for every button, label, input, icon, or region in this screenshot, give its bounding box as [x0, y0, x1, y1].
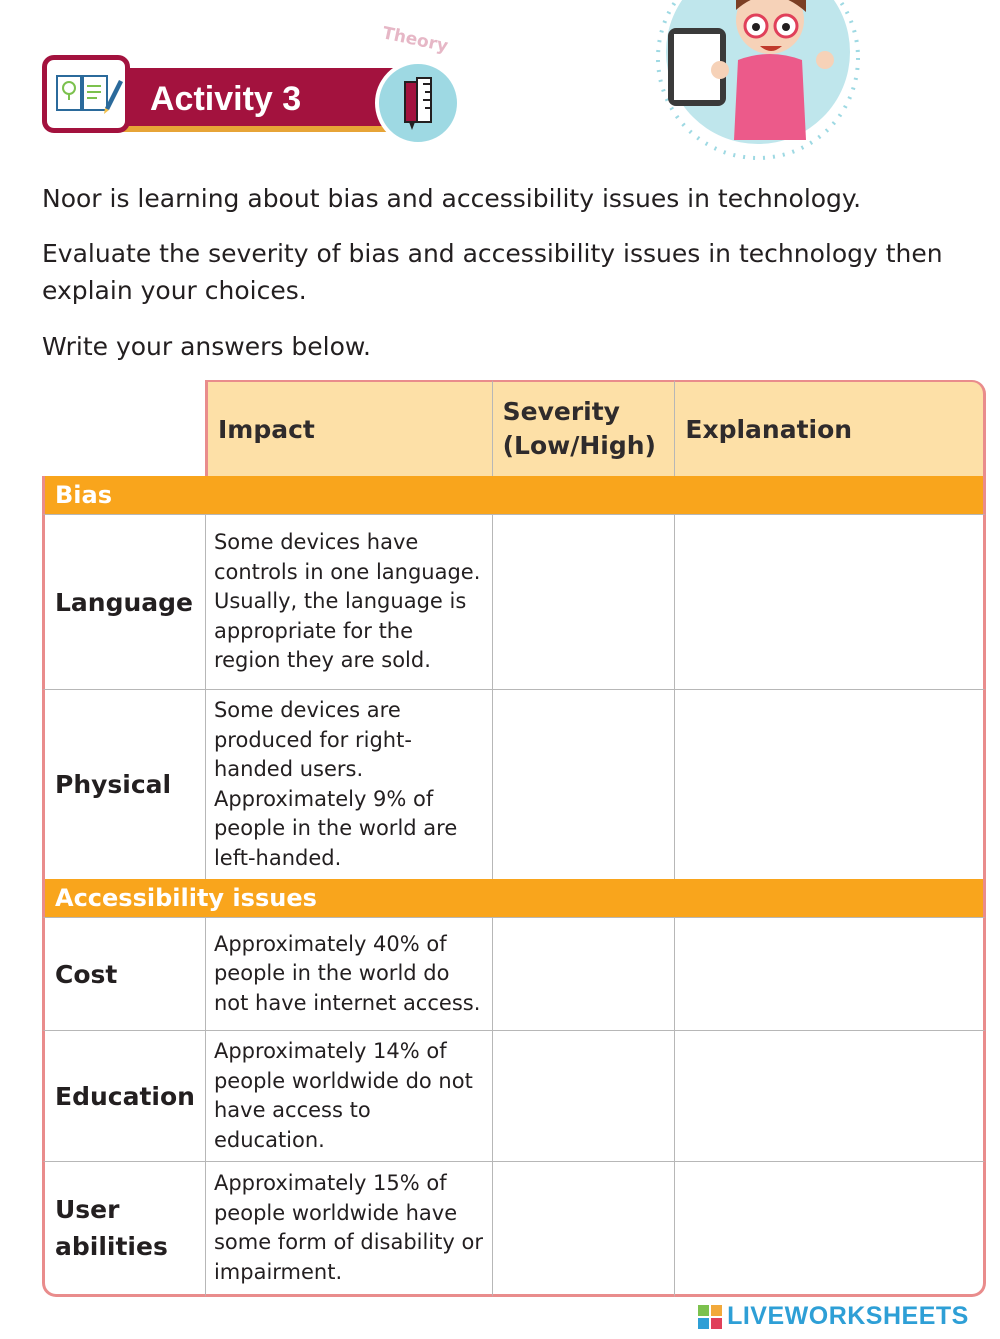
severity-field-physical[interactable]	[493, 773, 679, 796]
explanation-field-cost[interactable]	[675, 963, 987, 986]
explanation-input-education[interactable]	[674, 1030, 986, 1161]
explanation-input-language[interactable]	[674, 514, 986, 689]
severity-field-language[interactable]	[493, 591, 679, 614]
liveworksheets-logo-icon	[698, 1305, 722, 1329]
explanation-input-cost[interactable]	[674, 917, 986, 1030]
explanation-input-physical[interactable]	[674, 689, 986, 879]
severity-field-cost[interactable]	[493, 963, 679, 986]
row-label-user-abilities: User abilities	[42, 1161, 205, 1297]
activity-banner	[40, 23, 470, 142]
activity-title: Activity 3	[150, 80, 302, 118]
explanation-field-language[interactable]	[675, 591, 987, 614]
explanation-input-user-abilities[interactable]	[674, 1161, 986, 1297]
liveworksheets-brand: LIVEWORKSHEETS	[727, 1302, 969, 1330]
explanation-field-education[interactable]	[675, 1085, 987, 1108]
row-label-language: Language	[42, 514, 205, 689]
intro-line-3: Write your answers below.	[42, 332, 371, 361]
evaluation-table	[42, 380, 986, 1284]
explanation-field-physical[interactable]	[675, 773, 987, 796]
row-impact-physical: Some devices are produced for right-handed users. Approximately 9% of people in the world are left-handed.	[205, 689, 492, 879]
severity-input-physical[interactable]	[492, 689, 675, 879]
header-severity: Severity (Low/High)	[492, 380, 675, 476]
severity-input-user-abilities[interactable]	[492, 1161, 675, 1297]
row-impact-user-abilities: Approximately 15% of people worldwide have some form of disability or impairment.	[205, 1161, 492, 1297]
severity-field-user-abilities[interactable]	[493, 1217, 679, 1240]
row-label-physical: Physical	[42, 689, 205, 879]
severity-input-language[interactable]	[492, 514, 675, 689]
activity-icon-box	[42, 55, 130, 133]
intro-line-2: Evaluate the severity of bias and accessibility issues in technology then explain your choices.	[42, 239, 943, 305]
liveworksheets-footer[interactable]	[698, 1302, 969, 1334]
section-bias: Bias	[42, 476, 986, 514]
row-impact-education: Approximately 14% of people worldwide do not have access to education.	[205, 1030, 492, 1161]
row-label-cost: Cost	[42, 917, 205, 1030]
severity-field-education[interactable]	[493, 1085, 679, 1108]
pencil-notebook-icon	[47, 60, 125, 128]
severity-input-cost[interactable]	[492, 917, 675, 1030]
ruler-pencil-icon	[379, 64, 457, 142]
theory-label: Theory	[380, 23, 450, 57]
girl-with-tablet-illustration	[650, 0, 865, 160]
theory-badge	[375, 60, 461, 146]
row-impact-cost: Approximately 40% of people in the world do not have internet access.	[205, 917, 492, 1030]
row-label-education: Education	[42, 1030, 205, 1161]
intro-line-1: Noor is learning about bias and accessibility issues in technology.	[42, 184, 862, 213]
section-accessibility: Accessibility issues	[42, 879, 986, 917]
row-impact-language: Some devices have controls in one language. Usually, the language is appropriate for the region they are sold.	[205, 514, 492, 689]
header-explanation: Explanation	[674, 380, 986, 476]
header-empty-cell	[42, 380, 205, 476]
header-impact: Impact	[205, 380, 492, 476]
severity-input-education[interactable]	[492, 1030, 675, 1161]
explanation-field-user-abilities[interactable]	[675, 1217, 987, 1240]
